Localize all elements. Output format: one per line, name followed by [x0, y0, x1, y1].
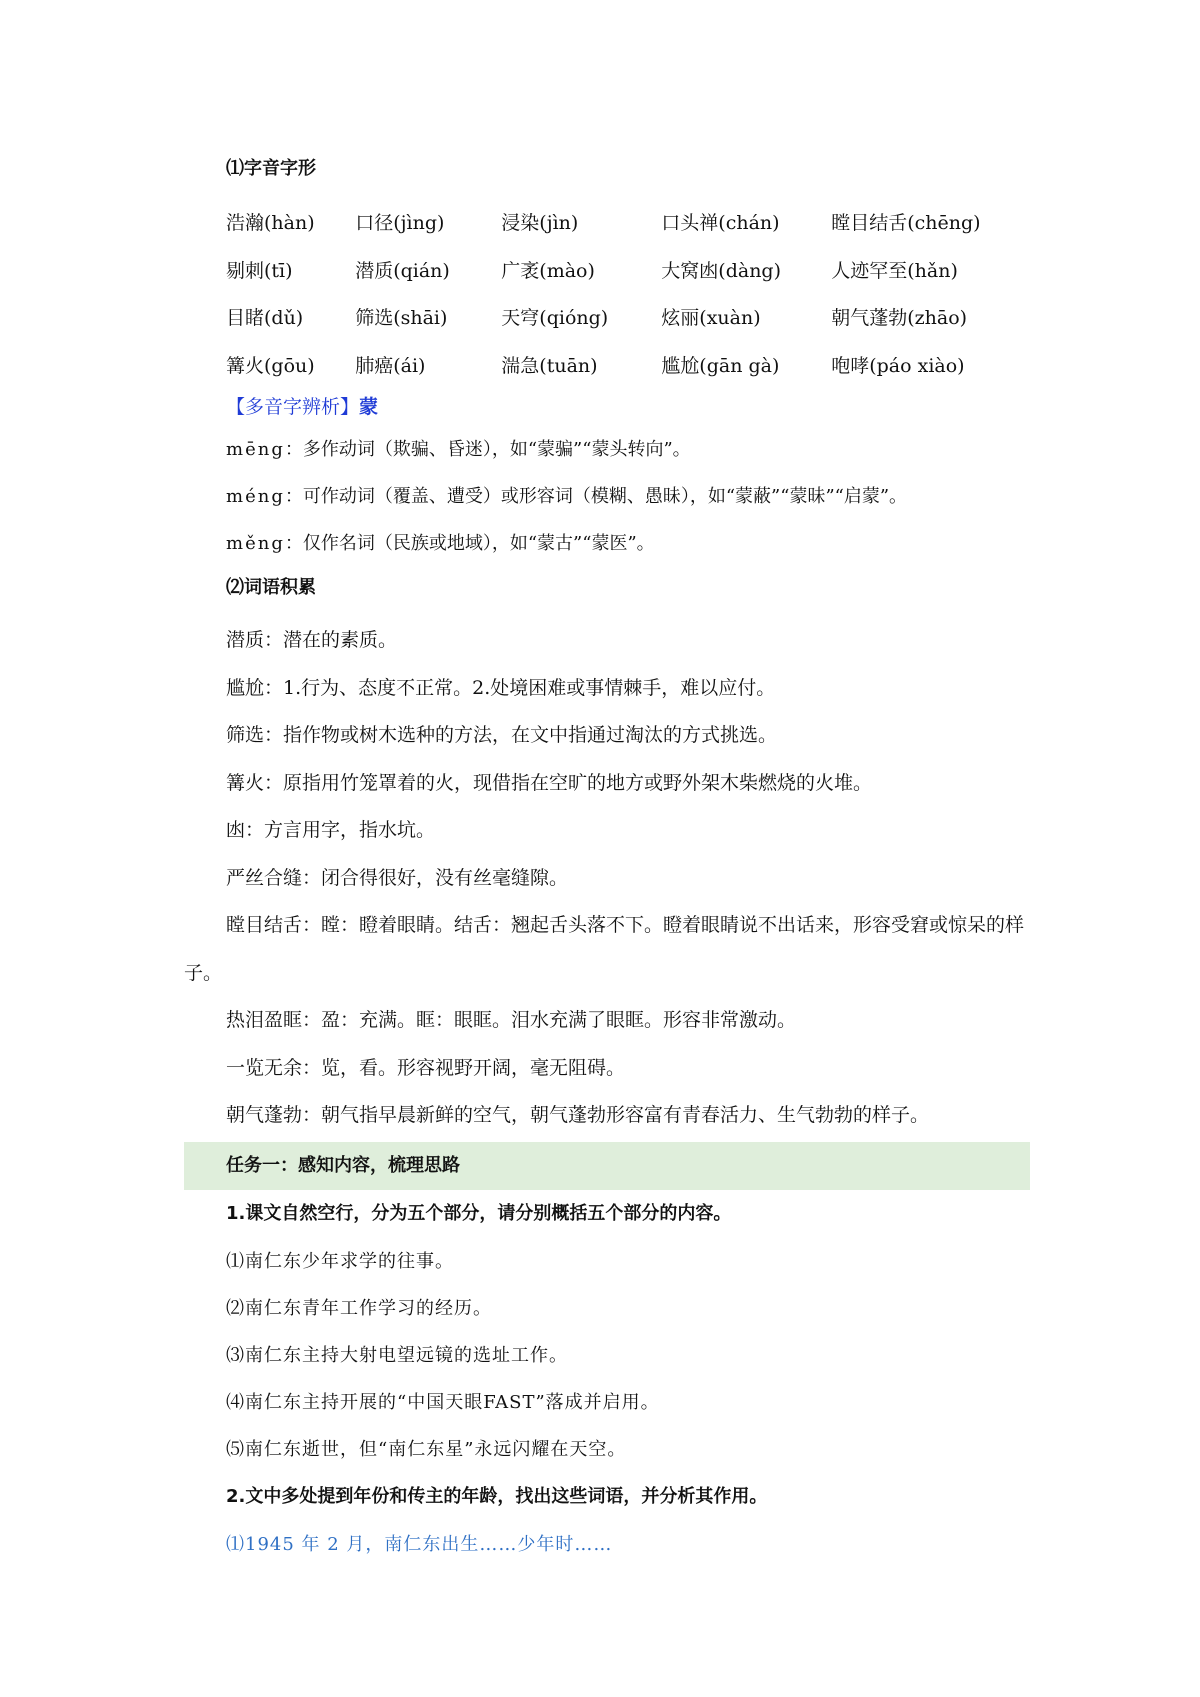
word-item: 口径(jìng) [355, 212, 445, 235]
answer-line: ⑵南仁东青年工作学习的经历。 [226, 1297, 492, 1319]
document-page [184, 150, 1030, 1568]
definition-line: 朝气蓬勃：朝气指早晨新鲜的空气，朝气蓬勃形容富有青春活力、生气勃勃的样子。 [226, 1104, 930, 1126]
word-grid [226, 198, 1030, 388]
word-item: 炫丽(xuàn) [661, 307, 761, 330]
definition-line: 一览无余：览，看。形容视野开阔，毫无阻碍。 [226, 1056, 626, 1079]
definition-line: 凼：方言用字，指水坑。 [226, 819, 436, 841]
answer-line: ⑴南仁东少年求学的往事。 [226, 1250, 454, 1272]
answer-line: ⑸南仁东逝世，但“南仁东星”永远闪耀在天空。 [226, 1438, 627, 1460]
definition-line: 篝火：原指用竹笼罩着的火，现借指在空旷的地方或野外架木柴燃烧的火堆。 [226, 771, 873, 794]
definition-line: 热泪盈眶：盈：充满。眶：眼眶。泪水充满了眼眶。形容非常激动。 [226, 1009, 797, 1031]
word-item: 目睹(dǔ) [226, 307, 304, 330]
word-item: 筛选(shāi) [355, 307, 448, 330]
polyphone-line [226, 473, 1030, 520]
word-item: 湍急(tuān) [501, 354, 598, 377]
definition-line: 筛选：指作物或树木选种的方法，在文中指通过淘汰的方式挑选。 [226, 724, 778, 746]
word-item: 瞠目结舌(chēng) [831, 212, 981, 235]
section-heading-vocabulary: ⑵词语积累 [226, 577, 316, 598]
definition-wrapped: 瞠目结舌：瞠：瞪着眼睛。结舌：翘起舌头落不下。瞪着眼睛说不出话来，形容受窘或惊呆的样子。 [184, 914, 1025, 984]
word-item: 广袤(mào) [501, 259, 595, 282]
polyphone-char: 蒙 [359, 396, 379, 418]
task-banner: 任务一：感知内容，梳理思路 [184, 1142, 1030, 1190]
polyphone-line [226, 520, 1030, 567]
word-item: 尴尬(gān gà) [661, 354, 780, 377]
answer-blue: ⑴1945 年 2 月，南仁东出生……少年时…… [226, 1533, 613, 1555]
polyphone-line [226, 426, 1030, 473]
word-row [226, 293, 1030, 341]
word-item: 浩瀚(hàn) [226, 212, 315, 235]
word-item: 潜质(qián) [355, 259, 450, 282]
polyphone-text: ：可作动词（覆盖、遭受）或形容词（模糊、愚昧），如“蒙蔽”“蒙昧”“启蒙”。 [284, 486, 908, 507]
polyphone-text: ：多作动词（欺骗、昏迷），如“蒙骗”“蒙头转向”。 [284, 439, 691, 460]
polyphone-text: ：仅作名词（民族或地域），如“蒙古”“蒙医”。 [284, 533, 655, 554]
definition-line: 潜质：潜在的素质。 [226, 629, 398, 651]
word-row [226, 198, 1030, 246]
word-item: 人迹罕至(hǎn) [831, 259, 958, 282]
word-item: 大窝凼(dàng) [661, 259, 782, 282]
word-item: 口头禅(chán) [661, 212, 780, 235]
question-2: 2.文中多处提到年份和传主的年龄，找出这些词语，并分析其作用。 [226, 1485, 768, 1507]
word-item: 天穹(qióng) [501, 307, 609, 330]
definition-line: 严丝合缝：闭合得很好，没有丝毫缝隙。 [226, 866, 569, 889]
answer-line: ⑶南仁东主持大射电望远镜的选址工作。 [226, 1344, 568, 1366]
pinyin: měng [226, 533, 285, 554]
polyphone-label: 【多音字辨析】 [226, 396, 360, 418]
word-item: 咆哮(páo xiào) [831, 354, 965, 377]
answer-line: ⑷南仁东主持开展的“中国天眼FAST”落成并启用。 [226, 1391, 660, 1413]
word-item: 朝气蓬勃(zhāo) [831, 307, 968, 330]
polyphone-title [226, 388, 1030, 426]
section-heading-pronunciation: ⑴字音字形 [226, 158, 316, 179]
definition-line: 尴尬：1.行为、态度不正常。2.处境困难或事情棘手，难以应付。 [226, 676, 776, 699]
word-item: 肺癌(ái) [355, 354, 426, 377]
pinyin: méng [226, 486, 285, 507]
word-item: 浸染(jìn) [501, 212, 579, 235]
pinyin: mēng [226, 439, 285, 460]
word-row [226, 341, 1030, 389]
word-item: 剔刺(tī) [226, 259, 293, 282]
word-row [226, 246, 1030, 294]
question-1: 1.课文自然空行，分为五个部分，请分别概括五个部分的内容。 [226, 1202, 732, 1224]
word-item: 篝火(gōu) [226, 354, 315, 377]
